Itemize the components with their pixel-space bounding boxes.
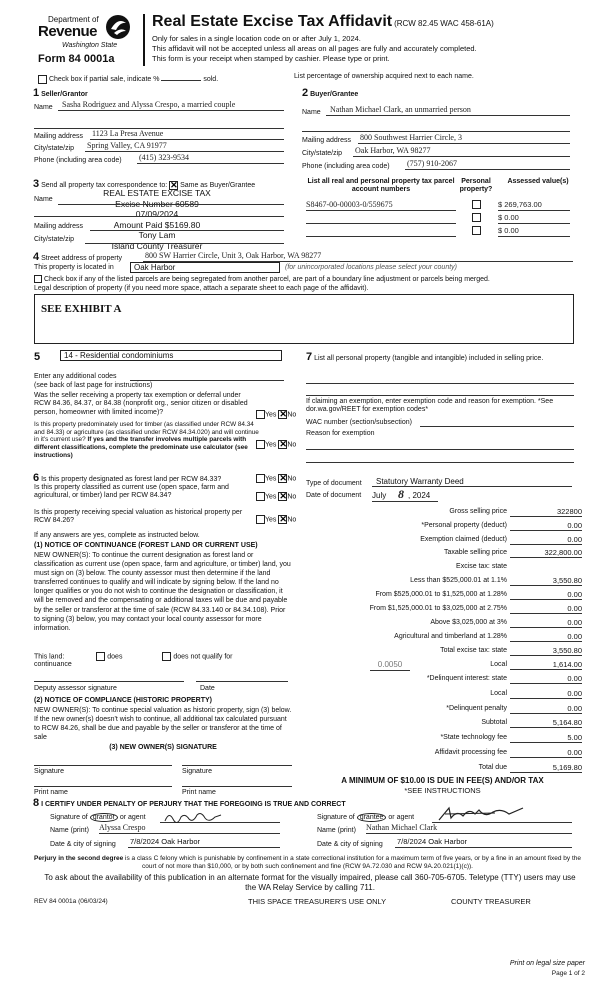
owner-signature-line2[interactable] [182, 765, 292, 766]
perjury-note [30, 855, 585, 871]
deputy-date-label: Date [200, 685, 215, 692]
dept-line2: Revenue [38, 23, 98, 40]
reason-label: Reason for exemption [306, 430, 375, 437]
grantee-date-label: Date & city of signing [317, 841, 383, 848]
section1-number: 1 [33, 87, 40, 99]
grantee-or-agent: or agent [388, 814, 415, 821]
owner-sig-label2: Signature [182, 768, 212, 775]
does-checkbox[interactable] [96, 652, 105, 661]
tax-stamp [82, 188, 232, 251]
doc-date-field[interactable] [372, 487, 438, 502]
fee-value[interactable]: 0.00 [510, 748, 582, 758]
fee-row [310, 548, 582, 560]
county-treasurer: COUNTY TREASURER [451, 897, 531, 906]
fee-label: Gross selling price [449, 508, 507, 515]
section5-q1-answers [256, 410, 296, 420]
fee-label: Local [490, 690, 507, 697]
buyer-city-label: City/state/zip [302, 150, 343, 157]
grantor-sig-label: Signature of [50, 814, 88, 821]
page-number: Page 1 of 2 [551, 970, 585, 977]
no-label: No [287, 411, 297, 419]
parcel-number[interactable]: S8467-00-00003-0/559675 [306, 200, 456, 211]
seller-heading: Seller/Grantor [41, 91, 88, 98]
partial-sale-sold: sold. [203, 76, 219, 83]
buyer-phone-field[interactable]: (757) 910-2067 [405, 159, 570, 170]
fee-row [310, 521, 582, 533]
fee-value[interactable]: 5.00 [510, 733, 582, 743]
fee-row [310, 646, 582, 658]
fee-label: Total excise tax: state [440, 647, 507, 654]
section4-number: 4 [33, 251, 40, 263]
owner-print-line2[interactable] [182, 786, 292, 787]
seller-name-field[interactable]: Sasha Rodriguez and Alyssa Crespo, a married couple [58, 100, 284, 111]
buyer-city-field[interactable]: Oak Harbor, WA 98277 [353, 146, 570, 157]
fee-value[interactable]: 0.00 [510, 632, 582, 642]
notice1-title: (1) NOTICE OF CONTINUANCE (FOREST LAND OR CURRENT USE) [34, 542, 258, 549]
no-label: No [287, 441, 297, 449]
stamp-line2: Excise Number 60589 [115, 198, 199, 209]
if-yes-note: If any answers are yes, complete as instructed below. [34, 532, 200, 539]
fee-value[interactable]: 0.00 [510, 590, 582, 600]
buyer-heading: Buyer/Grantee [310, 91, 359, 98]
fee-value[interactable]: 0.00 [510, 604, 582, 614]
use-code-select[interactable]: 14 - Residential condominiums [60, 350, 282, 361]
fee-value[interactable]: 5,169.80 [510, 763, 582, 773]
fee-value[interactable]: 3,550.80 [510, 576, 582, 586]
local-rate: 0.0050 [370, 660, 410, 671]
fee-row [310, 576, 582, 588]
fee-label: Subtotal [481, 719, 507, 726]
buyer-name-field[interactable]: Nathan Michael Clark, an unmarried person [326, 105, 570, 116]
stamp-line1: REAL ESTATE EXCISE TAX [103, 188, 211, 198]
seller-name-label: Name [34, 104, 53, 111]
partial-sale-checkbox[interactable] [38, 75, 47, 84]
personal-property-line2[interactable] [306, 395, 574, 396]
parcel-assessed-value[interactable]: $ 0.00 [498, 226, 570, 237]
section3-city-field[interactable] [85, 243, 284, 244]
section3-city-label: City/state/zip [34, 236, 75, 243]
section3-name-field[interactable] [58, 204, 284, 205]
fee-row [310, 590, 582, 602]
fee-row [310, 748, 582, 760]
buyer-phone-label: Phone (including area code) [302, 163, 390, 170]
segregated-row [34, 275, 490, 284]
reason-line2[interactable] [306, 462, 574, 463]
no-label: No [287, 516, 297, 524]
section5-number: 5 [34, 351, 41, 363]
reason-line1[interactable] [306, 449, 574, 450]
historic-no-checkbox[interactable] [278, 515, 287, 524]
grantee-sig-label: Signature of [317, 814, 355, 821]
section3-mailing-field[interactable] [90, 230, 284, 231]
fee-row [310, 535, 582, 547]
dor-logo-icon [104, 13, 132, 41]
fee-value[interactable]: 0.00 [510, 704, 582, 714]
owner-print-label1: Print name [34, 789, 68, 796]
seller-phone-field[interactable]: (415) 323-9534 [137, 153, 284, 164]
form-title-ref: (RCW 82.45 WAC 458-61A) [394, 19, 494, 28]
grantor-name-label: Name (print) [50, 827, 89, 834]
parcel-row [306, 200, 570, 212]
section5-q2b: If yes and the transfer involves multiple parcels with different classifications, complete the predominate use calculator (see instructions) [34, 436, 248, 459]
located-label: This property is located in [34, 264, 114, 271]
exemption-label: If claiming an exemption, enter exemption code and reason for exemption. *See dor.wa.gov/REET for exemption codes* [306, 398, 554, 414]
this-land-label: This land: [34, 653, 65, 661]
ownership-note: List percentage of ownership acquired next to each name. [294, 73, 474, 80]
buyer-name-label: Name [302, 109, 321, 116]
yes-label: Yes [265, 516, 277, 524]
does-not-checkbox[interactable] [162, 652, 171, 661]
parcel-personal-checkbox[interactable] [472, 200, 481, 209]
stamp-line5: Tony Lam [138, 230, 176, 240]
current-use-no-checkbox[interactable] [278, 492, 287, 501]
street-field[interactable]: 800 SW Harrier Circle, Unit 3, Oak Harbor, WA 98277 [143, 251, 573, 262]
grantee-date-field[interactable]: 7/8/2024 Oak Harbor [395, 837, 572, 848]
fee-label: *Personal property (deduct) [421, 522, 507, 529]
notice1-text: NEW OWNER(S): To continue the current designation as forest land or classification as current use (open space, farm and agriculture, or timber) land, you must sign on (3) below. The county assessor must then determine if the land transferred continues to qualify and will indicate by signing below. If the land no longer qualifies or you do not wish to continue the designation or classification, it will be removed and the compensating or additional taxes will be due and payable by the seller or transferor at the time of sale (RCW 84.33.140 or 84.34.108). Prior to signing (3) below, you may contact your local county assessor for more information. [34, 552, 291, 632]
header-note3: This form is your receipt when stamped by cashier. Please type or print. [152, 54, 390, 63]
section7-label: List all personal property (tangible and intangible) included in selling price. [314, 355, 544, 362]
fee-value[interactable]: 5,164.80 [510, 718, 582, 728]
fee-label: Excise tax: state [456, 563, 507, 570]
section7-number: 7 [306, 351, 313, 363]
fee-value[interactable]: 3,550.80 [510, 646, 582, 656]
section5-q2a: Is this property predominately used for timber (as classified under RCW 84.34 and 84.33) or agriculture (as classified under RCW 84.34.020) and will continue in it's current use? [34, 421, 259, 444]
section6-q2: Is this property classified as current use (open space, farm and agricultural, or timber) land per RCW 84.34? [34, 484, 229, 500]
stamp-line4: Amount Paid $5169.80 [113, 219, 201, 230]
additional-codes-label: Enter any additional codes [34, 373, 117, 380]
q1-yes-checkbox[interactable] [256, 410, 265, 419]
continuance-label: continuance [34, 661, 72, 668]
stamp-line6: Island County Treasurer [111, 240, 203, 251]
deputy-signature-line[interactable] [34, 681, 184, 682]
parcel-assessed-value[interactable]: $ 269,763.00 [498, 200, 570, 211]
fee-value[interactable]: 0.00 [510, 674, 582, 684]
form-title-row [152, 12, 494, 31]
forest-no-checkbox[interactable] [278, 474, 287, 483]
same-as-buyer-label: Same as Buyer/Grantee [180, 182, 256, 189]
owner-print-line1[interactable] [34, 786, 172, 787]
fee-value[interactable]: 1,614.00 [510, 660, 582, 670]
current-use-yes-checkbox[interactable] [256, 492, 265, 501]
additional-codes-field[interactable] [130, 380, 284, 381]
see-back-note: (see back of last page for instructions) [34, 382, 153, 389]
fee-label: Affidavit processing fee [434, 749, 507, 756]
street-label: Street address of property [41, 255, 123, 262]
located-note: (for unincorporated locations please select your county) [285, 264, 457, 271]
fee-label: *Delinquent penalty [446, 705, 507, 712]
seller-city-label: City/state/zip [34, 145, 75, 152]
fee-label: Taxable selling price [443, 549, 507, 556]
fee-label: Exemption claimed (deduct) [420, 536, 507, 543]
fee-value[interactable]: 0.00 [510, 618, 582, 628]
wac-label: WAC number (section/subsection) [306, 419, 412, 426]
grantor-date-field[interactable]: 7/8/2024 Oak Harbor [128, 837, 280, 848]
fee-label: *Delinquent interest: state [426, 675, 507, 682]
minimum-note: A MINIMUM OF $10.00 IS DUE IN FEE(S) AND/OR TAX [341, 776, 544, 785]
certify-text: I CERTIFY UNDER PENALTY OF PERJURY THAT THE FOREGOING IS TRUE AND CORRECT [41, 801, 346, 808]
grantor-date-label: Date & city of signing [50, 841, 116, 848]
fee-label: Total due [478, 764, 507, 771]
section6-q3: Is this property receiving special valuation as historical property per RCW 84.26? [34, 509, 243, 525]
fee-row [310, 660, 582, 672]
fee-row [310, 674, 582, 686]
parcel-personal-checkbox[interactable] [472, 213, 481, 222]
parcel-row [306, 226, 570, 238]
owner-signature-line1[interactable] [34, 765, 172, 766]
buyer-heading-row [302, 87, 358, 100]
historic-yes-checkbox[interactable] [256, 515, 265, 524]
legal-description-box[interactable] [34, 294, 574, 344]
no-label: No [287, 493, 297, 501]
owner-sig-label1: Signature [34, 768, 64, 775]
stamp-line3: 07/09/2024 [135, 209, 179, 219]
header-note1: Only for sales in a single location code on or after July 1, 2024. [152, 34, 361, 43]
section8-number: 8 [33, 797, 40, 809]
doc-date-year[interactable]: , 2024 [408, 491, 438, 502]
parcel-assessed-value[interactable]: $ 0.00 [498, 213, 570, 224]
perjury-bold: Perjury in the second degree [34, 855, 124, 862]
section3-label: Send all property tax correspondence to: [41, 182, 168, 189]
section6-q2-answers [256, 492, 296, 502]
seller-city-field[interactable]: Spring Valley, CA 91977 [85, 141, 284, 152]
fee-row [310, 618, 582, 630]
buyer-name-line2[interactable] [302, 124, 570, 132]
seller-mailing-label: Mailing address [34, 133, 84, 140]
doc-date-month[interactable]: July [372, 491, 394, 502]
form-title: Real Estate Excise Tax Affidavit [152, 13, 393, 30]
fee-label: From $1,525,000.01 to $3,025,000 at 2.75% [369, 605, 507, 612]
parcel-number[interactable] [306, 213, 456, 224]
fee-label: From $525,000.01 to $1,525,000 at 1.28% [375, 591, 507, 598]
grantor-sig-row [50, 814, 146, 822]
fee-label: Above $3,025,000 at 3% [430, 619, 507, 626]
doc-type-field[interactable]: Statutory Warranty Deed [372, 477, 572, 487]
grantor-or-agent: or agent [119, 814, 146, 821]
dor-logo [38, 13, 138, 71]
section5-q1: Was the seller receiving a property tax exemption or deferral under RCW 84.36, 84.37, or 84.38 (nonprofit org., senior citizen or disabled person, homeowner with limited income)? [34, 392, 248, 416]
fee-value[interactable]: 322800 [510, 507, 582, 517]
fee-label: Local [490, 661, 507, 668]
q2-yes-checkbox[interactable] [256, 440, 265, 449]
grantee-signature-mark [435, 804, 527, 824]
q2-no-checkbox[interactable] [278, 440, 287, 449]
yes-label: Yes [265, 493, 277, 501]
notice2-title: (2) NOTICE OF COMPLIANCE (HISTORIC PROPERTY) [34, 697, 212, 704]
fee-value[interactable]: 322,800.00 [510, 548, 582, 558]
alt-format-note: To ask about the availability of this publication in an alternate format for the visually impaired, please call 360-705-6705. Teletype (TTY) users may use the WA Relay Service by calling 711. [44, 873, 576, 892]
fee-value[interactable]: 0.00 [510, 535, 582, 545]
no-label: No [287, 475, 297, 483]
fee-row [310, 718, 582, 730]
yes-label: Yes [265, 475, 277, 483]
grantor-name-field[interactable]: Alyssa Crespo [99, 823, 280, 834]
fee-row [310, 733, 582, 745]
parcel-personal-checkbox[interactable] [472, 226, 481, 235]
notice2-text: NEW OWNER(S): To continue special valuation as historic property, sign (3) below. If the new owner(s) doesn't wish to continue, all additional tax calculated pursuant to RCW 84.26, shall be due and payable by the seller or transferor at the time of sale [34, 707, 292, 742]
fee-row [310, 562, 582, 574]
legal-description: SEE EXHIBIT A [41, 303, 122, 315]
fee-row [310, 604, 582, 616]
doc-date-day[interactable]: 8 [394, 487, 408, 502]
grantee-sig-row [317, 814, 414, 822]
deputy-sig-label: Deputy assessor signature [34, 685, 117, 692]
section6-q3-answers [256, 515, 296, 525]
fee-row [310, 507, 582, 519]
deputy-date-line[interactable] [196, 681, 288, 682]
notice3-title: (3) NEW OWNER(S) SIGNATURE [109, 744, 217, 751]
doc-date-label: Date of document [306, 492, 362, 499]
fee-row [310, 689, 582, 701]
wac-field[interactable] [420, 426, 574, 427]
segregated-checkbox[interactable] [34, 275, 42, 283]
buyer-mailing-label: Mailing address [302, 137, 352, 144]
fee-value[interactable]: 0.00 [510, 521, 582, 531]
section6-q1-answers [256, 474, 296, 484]
header-note2: This affidavit will not be accepted unless all areas on all pages are fully and accurately completed. [152, 44, 477, 53]
section3-mailing-label: Mailing address [34, 223, 84, 230]
parcel-col-personal: Personal property? [459, 178, 493, 194]
partial-sale-label: Check box if partial sale, indicate % [48, 76, 160, 83]
fee-row [310, 763, 582, 775]
see-instructions: *SEE INSTRUCTIONS [404, 786, 481, 795]
seller-name-line2[interactable] [34, 121, 284, 129]
parcel-col-numbers: List all real and personal property tax parcel account numbers [307, 178, 455, 194]
grantor-circled[interactable]: grantor [90, 813, 118, 822]
buyer-mailing-field[interactable]: 800 Southwest Harrier Circle, 3 [358, 133, 570, 144]
grantee-name-label: Name (print) [317, 827, 356, 834]
personal-property-line1[interactable] [306, 383, 574, 384]
header-divider [143, 14, 145, 66]
does-label: does [107, 653, 123, 661]
section2-number: 2 [302, 87, 309, 99]
yes-label: Yes [265, 441, 277, 449]
perjury-text: is a class C felony which is punishable by confinement in a state correctional institution for a maximum term of five years, or by a fine in an amount fixed by the court of not more than $10,000, or by both such confinement and fine (RCW 9A.72.030 and RCW 9A.20.021(1)(c)). [125, 855, 581, 870]
parcel-row [306, 213, 570, 225]
fee-label: Agricultural and timberland at 1.28% [394, 633, 507, 640]
section5-q2-answers [256, 440, 296, 450]
section6-number: 6 [33, 472, 40, 484]
segregated-note: Check box if any of the listed parcels are being segregated from another parcel, are part of a boundary line adjustment or parcels being merged. [43, 275, 490, 283]
yes-label: Yes [265, 411, 277, 419]
section7-row [306, 351, 574, 364]
fee-row [310, 704, 582, 716]
fee-row [310, 632, 582, 644]
form-number: Form 84 0001a [38, 53, 115, 65]
fee-label: *State technology fee [440, 734, 507, 741]
seller-heading-row [33, 87, 88, 100]
partial-sale-percent[interactable] [161, 73, 201, 81]
q1-no-checkbox[interactable] [278, 410, 287, 419]
owner-print-label2: Print name [182, 789, 216, 796]
rev-number: REV 84 0001a (06/03/24) [34, 898, 108, 905]
fee-value[interactable]: 0.00 [510, 689, 582, 699]
seller-phone-label: Phone (including area code) [34, 157, 122, 164]
fee-label: Less than $525,000.01 at 1.1% [410, 577, 507, 584]
legal-label: Legal description of property (if you need more space, attach a separate sheet to each page of the affidavit). [34, 285, 369, 292]
located-select[interactable]: Oak Harbor [130, 262, 280, 273]
section3-name-line2[interactable] [34, 216, 284, 217]
treasurer-space: THIS SPACE TREASURER'S USE ONLY [248, 897, 387, 906]
parcel-number[interactable] [306, 226, 456, 237]
section3-name-label: Name [34, 196, 53, 203]
grantee-name-field[interactable]: Nathan Michael Clark [366, 823, 572, 834]
dept-line1: Department of [48, 15, 99, 24]
section5-q2 [34, 421, 264, 459]
section3-number: 3 [33, 178, 40, 190]
print-legal-note: Print on legal size paper [509, 960, 585, 967]
section6-q1: Is this property designated as forest land per RCW 84.33? [41, 476, 222, 483]
does-not-label: does not qualify for [173, 653, 233, 661]
seller-mailing-field[interactable]: 1123 La Presa Avenue [90, 129, 284, 140]
parcel-col-assessed: Assessed value(s) [507, 178, 569, 185]
doc-type-label: Type of document [306, 480, 362, 487]
dept-line3: Washington State [62, 42, 118, 49]
section4-street-row [33, 251, 122, 264]
grantee-circled[interactable]: grantee [357, 813, 387, 822]
forest-yes-checkbox[interactable] [256, 474, 265, 483]
partial-sale-row [38, 73, 218, 84]
